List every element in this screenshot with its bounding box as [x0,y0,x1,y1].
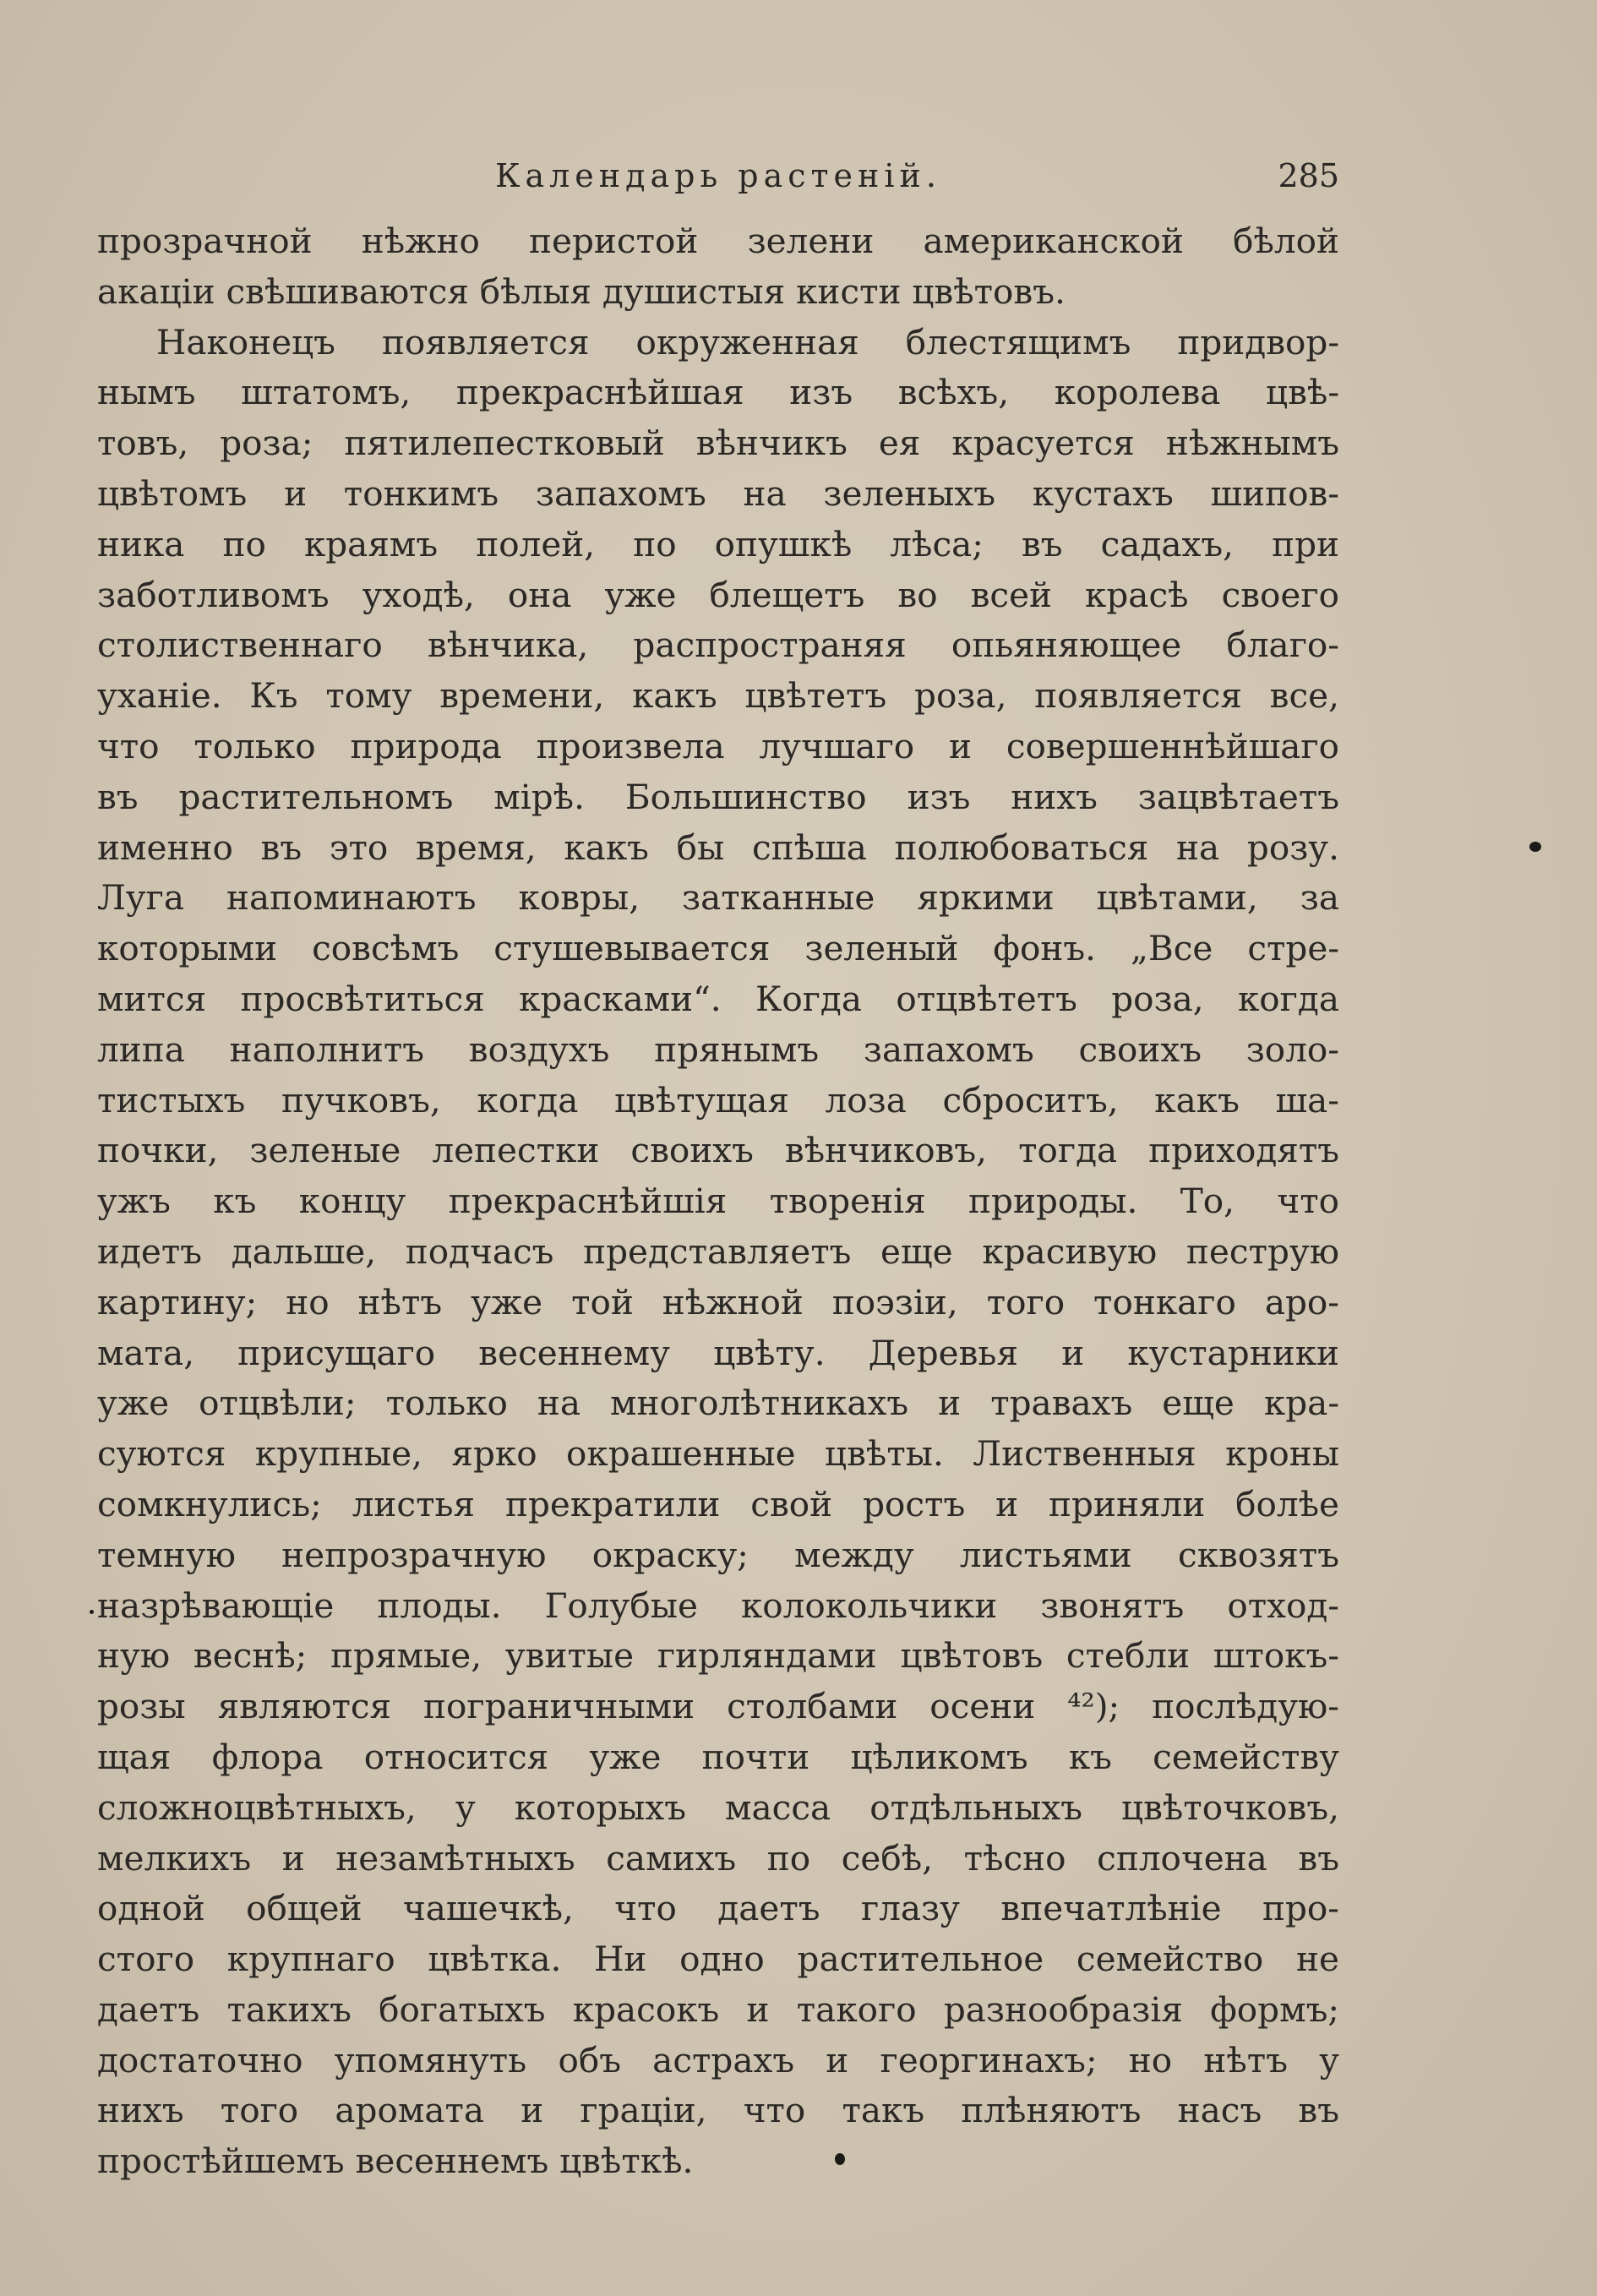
text-line: назрѣвающіе плоды. Голубые колокольчики звонятъ отход- [97,1584,1339,1626]
text-line: стого крупнаго цвѣтка. Ни одно растительное семейство не [97,1939,1339,1980]
running-title: Календарь растеній. [495,157,941,194]
text-line: достаточно упомянуть объ астрахъ и георгинахъ; но нѣтъ у [97,2039,1339,2081]
text-line: щая флора относится уже почти цѣликомъ къ семейству [97,1736,1339,1777]
text-line: въ растительномъ мірѣ. Большинство изъ нихъ зацвѣтаетъ [97,776,1339,817]
text-line: именно въ это время, какъ бы спѣша полюбоваться на розу. [97,826,1339,868]
text-line: картину; но нѣтъ уже той нѣжной поэзіи, того тонкаго аро- [97,1281,1339,1323]
text-line: нымъ штатомъ, прекраснѣйшая изъ всѣхъ, королева цвѣ- [97,372,1339,413]
text-line: акаціи свѣшиваются бѣлыя душистыя кисти цвѣтовъ. [97,270,1066,312]
text-line: Луга напоминаютъ ковры, затканные яркими цвѣтами, за [97,877,1339,919]
text-line: прозрачной нѣжно перистой зелени американской бѣлой [97,221,1339,261]
text-line: ника по краямъ полей, по опушкѣ лѣса; въ садахъ, при [97,523,1339,564]
text-line: уханіе. Къ тому времени, какъ цвѣтетъ роза, появляется все, [97,675,1339,717]
text-line: мелкихъ и незамѣтныхъ самихъ по себѣ, тѣсно сплочена въ [97,1837,1339,1879]
text-line: одной общей чашечкѣ, что даетъ глазу впечатлѣніе про- [97,1888,1339,1929]
text-line: уже отцвѣли; только на многолѣтникахъ и травахъ еще кра- [97,1383,1339,1424]
text-line: столиственнаго вѣнчика, распространяя опьяняющее благо- [97,624,1339,666]
text-line: сомкнулись; листья прекратили свой ростъ и приняли болѣе [97,1483,1339,1524]
text-line: темную непрозрачную окраску; между листьями сквозятъ [97,1534,1339,1575]
text-line: липа наполнитъ воздухъ прянымъ запахомъ своихъ золо- [97,1028,1339,1070]
ink-speck [835,2153,845,2165]
text-line: простѣйшемъ весеннемъ цвѣткѣ. [97,2141,694,2182]
text-line: которыми совсѣмъ стушевывается зеленый фонъ. „Все стре- [97,928,1339,969]
text-line: суются крупные, ярко окрашенные цвѣты. Лиственныя кроны [97,1433,1339,1475]
text-line: заботливомъ уходѣ, она уже блещетъ во всей красѣ своего [97,574,1339,615]
paragraph-2 [97,318,1339,2187]
body-text [97,216,1339,2187]
text-line: нихъ того аромата и граціи, что такъ плѣняютъ насъ въ [97,2090,1339,2131]
text-line: розы являются пограничными столбами осени ⁴²); послѣдую- [97,1686,1339,1727]
text-line: ужъ къ концу прекраснѣйшія творенія природы. То, что [97,1181,1339,1222]
text-line: Наконецъ появляется окруженная блестящимъ придвор- [156,321,1339,363]
text-line: тистыхъ пучковъ, когда цвѣтущая лоза сброситъ, какъ ша- [97,1079,1339,1121]
ink-speck [90,1610,94,1614]
paragraph-1 [97,216,1339,318]
page-header [97,150,1339,201]
text-line: даетъ такихъ богатыхъ красокъ и такого разнообразія формъ; [97,1988,1339,2030]
text-line: почки, зеленые лепестки своихъ вѣнчиковъ, тогда приходятъ [97,1130,1339,1171]
text-line: мата, присущаго весеннему цвѣту. Деревья и кустарники [97,1332,1339,1373]
text-line: идетъ дальше, подчасъ представляетъ еще красивую пеструю [97,1230,1339,1272]
text-line: сложноцвѣтныхъ, у которыхъ масса отдѣльныхъ цвѣточковъ, [97,1786,1339,1828]
page-number: 285 [1278,157,1339,194]
ink-speck [1529,842,1541,852]
text-line: мится просвѣтиться красками“. Когда отцвѣтетъ роза, когда [97,978,1339,1019]
text-line: что только природа произвела лучшаго и совершеннѣйшаго [97,725,1339,766]
text-line: цвѣтомъ и тонкимъ запахомъ на зеленыхъ кустахъ шипов- [97,472,1339,514]
text-line: товъ, роза; пятилепестковый вѣнчикъ ея красуется нѣжнымъ [97,423,1339,464]
text-line: ную веснѣ; прямые, увитые гирляндами цвѣтовъ стебли штокъ- [97,1635,1339,1677]
